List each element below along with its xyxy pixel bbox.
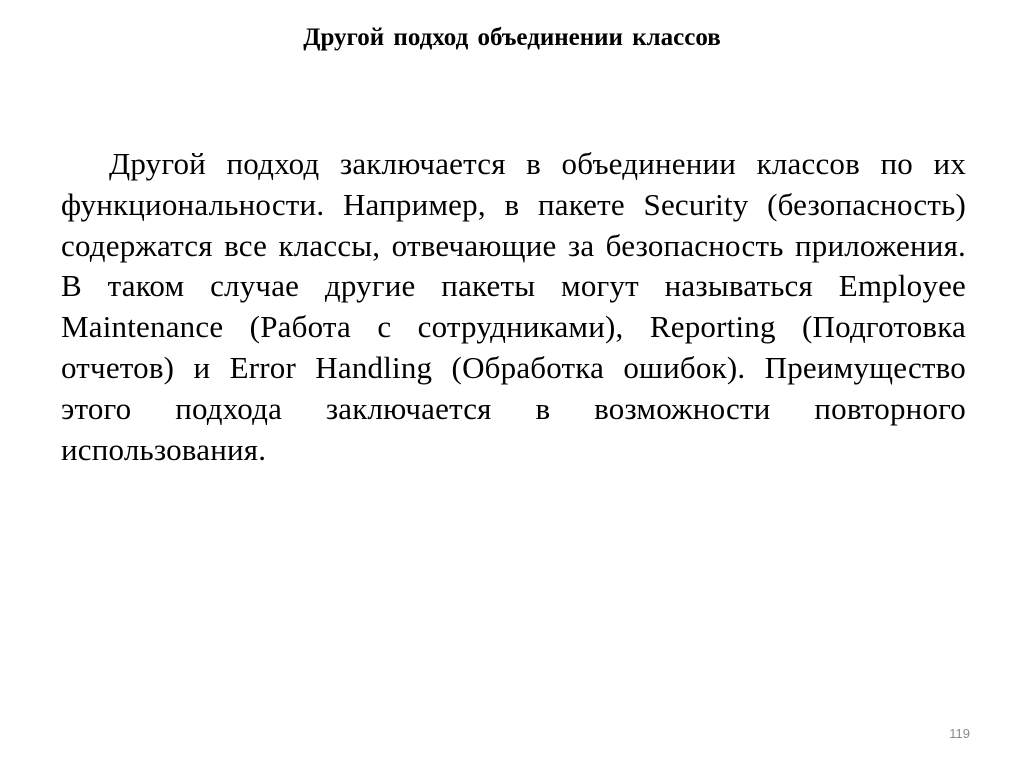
slide-body-paragraph: Другой подход заключается в объединении классов по их функциональности. Например, в пакете Security (безопасность) содержатся все классы, отвечающие за безопасность приложения. В таком случае другие пакеты могут называться Employee Maintenance (Работа с сотрудниками), Reporting (Подготовка отчетов) и Error Handling (Обработка ошибок). Преимущество этого подхода заключается в возможности повторного использования. (61, 146, 966, 467)
page-number: 119 (949, 726, 970, 741)
slide-title: Другой подход объединении классов (303, 24, 721, 51)
